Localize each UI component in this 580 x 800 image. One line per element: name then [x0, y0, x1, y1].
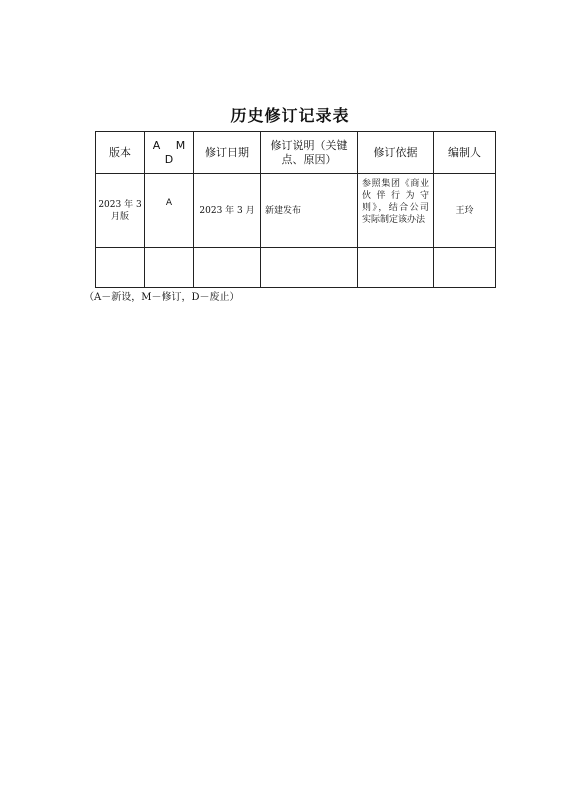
cell-amd	[145, 174, 194, 248]
revision-history-table	[95, 131, 496, 288]
table-row	[96, 174, 496, 248]
header-revision-basis: 修订依据	[358, 132, 434, 174]
amd-legend-footnote: （A－新设，M－修订，D－废止）	[84, 292, 240, 303]
header-revision-date: 修订日期	[194, 132, 261, 174]
cell-amd	[145, 248, 194, 288]
cell-revision-basis	[358, 248, 434, 288]
table-row	[96, 248, 496, 288]
cell-amd-value: A	[165, 197, 173, 208]
cell-version	[96, 248, 145, 288]
page-title: 历史修订记录表	[230, 106, 350, 125]
cell-revision-date	[194, 248, 261, 288]
header-author: 编制人	[434, 132, 496, 174]
cell-revision-basis: 参照集团《商业伙伴行为守则》，结合公司实际制定该办法	[358, 174, 434, 248]
header-revision-description: 修订说明（关键点、原因）	[261, 132, 358, 174]
cell-revision-description	[261, 248, 358, 288]
cell-author: 王玲	[434, 174, 496, 248]
header-amd: A M D	[145, 132, 194, 174]
header-version: 版本	[96, 132, 145, 174]
table-header-row	[96, 132, 496, 174]
cell-author	[434, 248, 496, 288]
cell-revision-description: 新建发布	[261, 174, 358, 248]
cell-version: 2023 年 3 月版	[96, 174, 145, 248]
cell-revision-date: 2023 年 3 月	[194, 174, 261, 248]
